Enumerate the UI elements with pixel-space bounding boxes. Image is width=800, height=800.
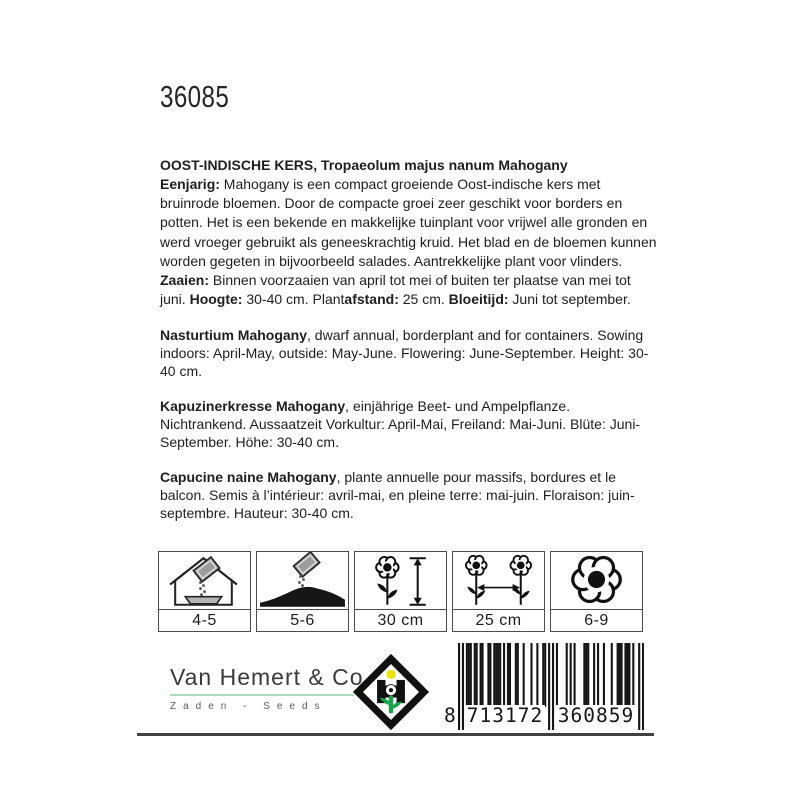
barcode-digits-group1: 713172 [466, 704, 544, 727]
plant-spacing-value: 25 cm [475, 611, 522, 629]
plant-height-icon [355, 552, 446, 610]
sow-indoors-months: 4-5 [192, 611, 217, 629]
article-number: 36085 [160, 79, 230, 114]
barcode-digit-left: 8 [444, 704, 456, 727]
pictogram-strip [158, 551, 643, 632]
brand-name: Van Hemert & Co [170, 664, 364, 690]
description-block [160, 155, 660, 522]
sow-indoors-icon [159, 552, 250, 610]
flowering-period-icon [551, 552, 642, 610]
pictogram-plant-spacing [452, 551, 545, 632]
description-french: Capucine naine Mahogany, plante annuelle pour massifs, bordures et le balcon. Semis à l’intérieur: avril-mai, en pleine terre: mai-juin. Floraison: juin-septembre. Hauteur: 30-40 cm. [160, 469, 635, 522]
product-title: OOST-INDISCHE KERS, Tropaeolum majus nanum Mahogany [160, 157, 568, 173]
description-german: Kapuzinerkresse Mahogany, einjährige Beet- und Ampelpflanze. Nichtrankend. Aussaatzeit Vorkultur: April-Mai, Freiland: Mai-Juni. Blüte: Juni-September. Höhe: 30-40 cm. [160, 398, 641, 451]
flowering-period-months: 6-9 [584, 611, 609, 629]
pictogram-plant-height [354, 551, 447, 632]
brand-tagline: Zaden - Seeds [170, 701, 327, 712]
description-dutch: Eenjarig: Mahogany is een compact groeiende Oost-indische kers met bruinrode bloemen. Door de compacte groei zeer geschikt voor borders en potten. Het is een bekende en makkelijke tuinplant voor vrijwel alle gronden en werd vroeger gebruikt als geneeskrachtig kruid. Het blad en de bloemen kunnen worden gegeten in bijvoorbeeld salades. Aantrekkelijke plant voor vlinders. Zaaien: Binnen voorzaaien van april tot mei of buiten ter plaatse van mei tot juni. Hoogte: 30-40 cm. Plantafstand: 25 cm. Bloeitijd: Juni tot september. [160, 176, 657, 308]
pictogram-sow-outdoors [256, 551, 349, 632]
sow-outdoors-icon [257, 552, 348, 610]
barcode [444, 643, 654, 733]
sow-outdoors-months: 5-6 [290, 611, 315, 629]
plant-height-value: 30 cm [377, 611, 424, 629]
description-english: Nasturtium Mahogany, dwarf annual, borderplant and for containers. Sowing indoors: April-May, outside: May-June. Flowering: June-September. Height: 30-40 cm. [160, 327, 649, 380]
pictogram-sow-indoors [158, 551, 251, 632]
bottom-divider [137, 733, 654, 736]
plant-spacing-icon [453, 552, 544, 610]
brand-underline [170, 694, 354, 696]
pictogram-flowering-period [550, 551, 643, 632]
barcode-digits-group2: 360859 [557, 704, 635, 727]
brand-block [170, 664, 364, 712]
van-hemert-logo-icon [352, 652, 430, 732]
